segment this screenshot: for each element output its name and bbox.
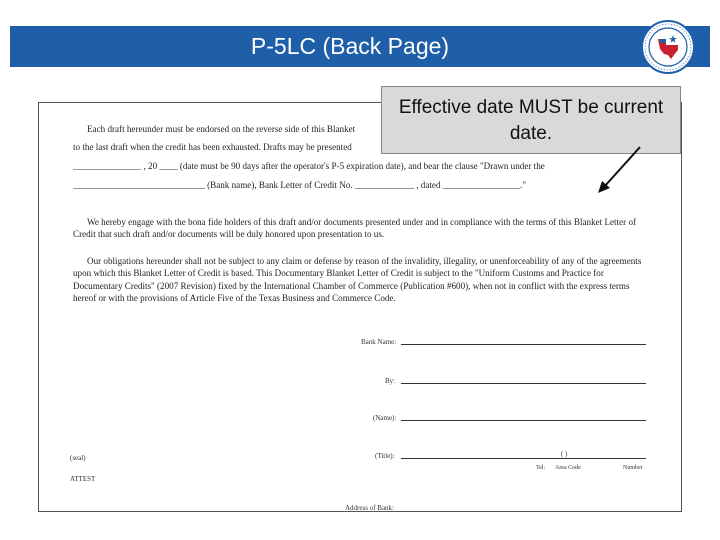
effective-date-callout: Effective date MUST be current date.	[381, 86, 681, 154]
bank-name-label: Bank Name:	[361, 338, 397, 346]
name-label: (Name):	[373, 414, 397, 422]
attest-label: ATTEST	[70, 475, 96, 483]
para1-line1: Each draft hereunder must be endorsed on the reverse side of this Blanket	[87, 124, 356, 134]
para1-line3: _______________ , 20 ____ (date must be 90 days after the operator's P-5 expiration date), and bear the clause "Drawn under the	[73, 161, 545, 171]
para2: We hereby engage with the bona fide holders of this draft and/or documents presented under and in compliance with the terms of this Blanket Letter of Credit that such draft and/or documents will be duly honored upon presentation to us.	[73, 217, 637, 240]
title-line	[401, 458, 646, 459]
name-line	[401, 420, 646, 421]
para1-line4: _____________________________ (Bank name), Bank Letter of Credit No. _____________ , dated _________________."	[73, 180, 527, 190]
slide-title-bar	[10, 26, 710, 67]
number-label: Number	[623, 465, 643, 471]
by-label: By:	[385, 377, 396, 385]
address-label: Address of Bank:	[345, 504, 394, 512]
callout-arrow-icon	[590, 145, 650, 197]
area-code-label: Area Code	[555, 465, 581, 471]
para3: Our obligations hereunder shall not be subject to any claim or defense by reason of the invalidity, illegality, or unenforceability of any of the agreements upon which this Blanket Letter of Credit is based. This Documentary Blanket Letter of Credit is subject to the "Uniform Customs and Practice for Documentary Credits" (2007 Revision) fixed by the International Chamber of Commerce (Publication #600), when not in conflict with the express terms hereof or with the provisions of Article Five of the Texas Business and Commerce Code.	[73, 256, 642, 304]
bank-name-line	[401, 344, 646, 345]
railroad-commission-seal-icon	[640, 19, 696, 75]
title-label: (Title):	[375, 452, 395, 460]
slide-title: P-5LC (Back Page)	[250, 33, 450, 59]
form-document	[38, 102, 682, 512]
by-line	[401, 383, 646, 384]
tel-label: Tel:	[536, 465, 546, 471]
seal-label: (seal)	[70, 454, 86, 462]
phone-paren: ( )	[561, 450, 568, 458]
para1-line2: to the last draft when the credit has been exhausted. Drafts may be presented	[73, 142, 352, 152]
